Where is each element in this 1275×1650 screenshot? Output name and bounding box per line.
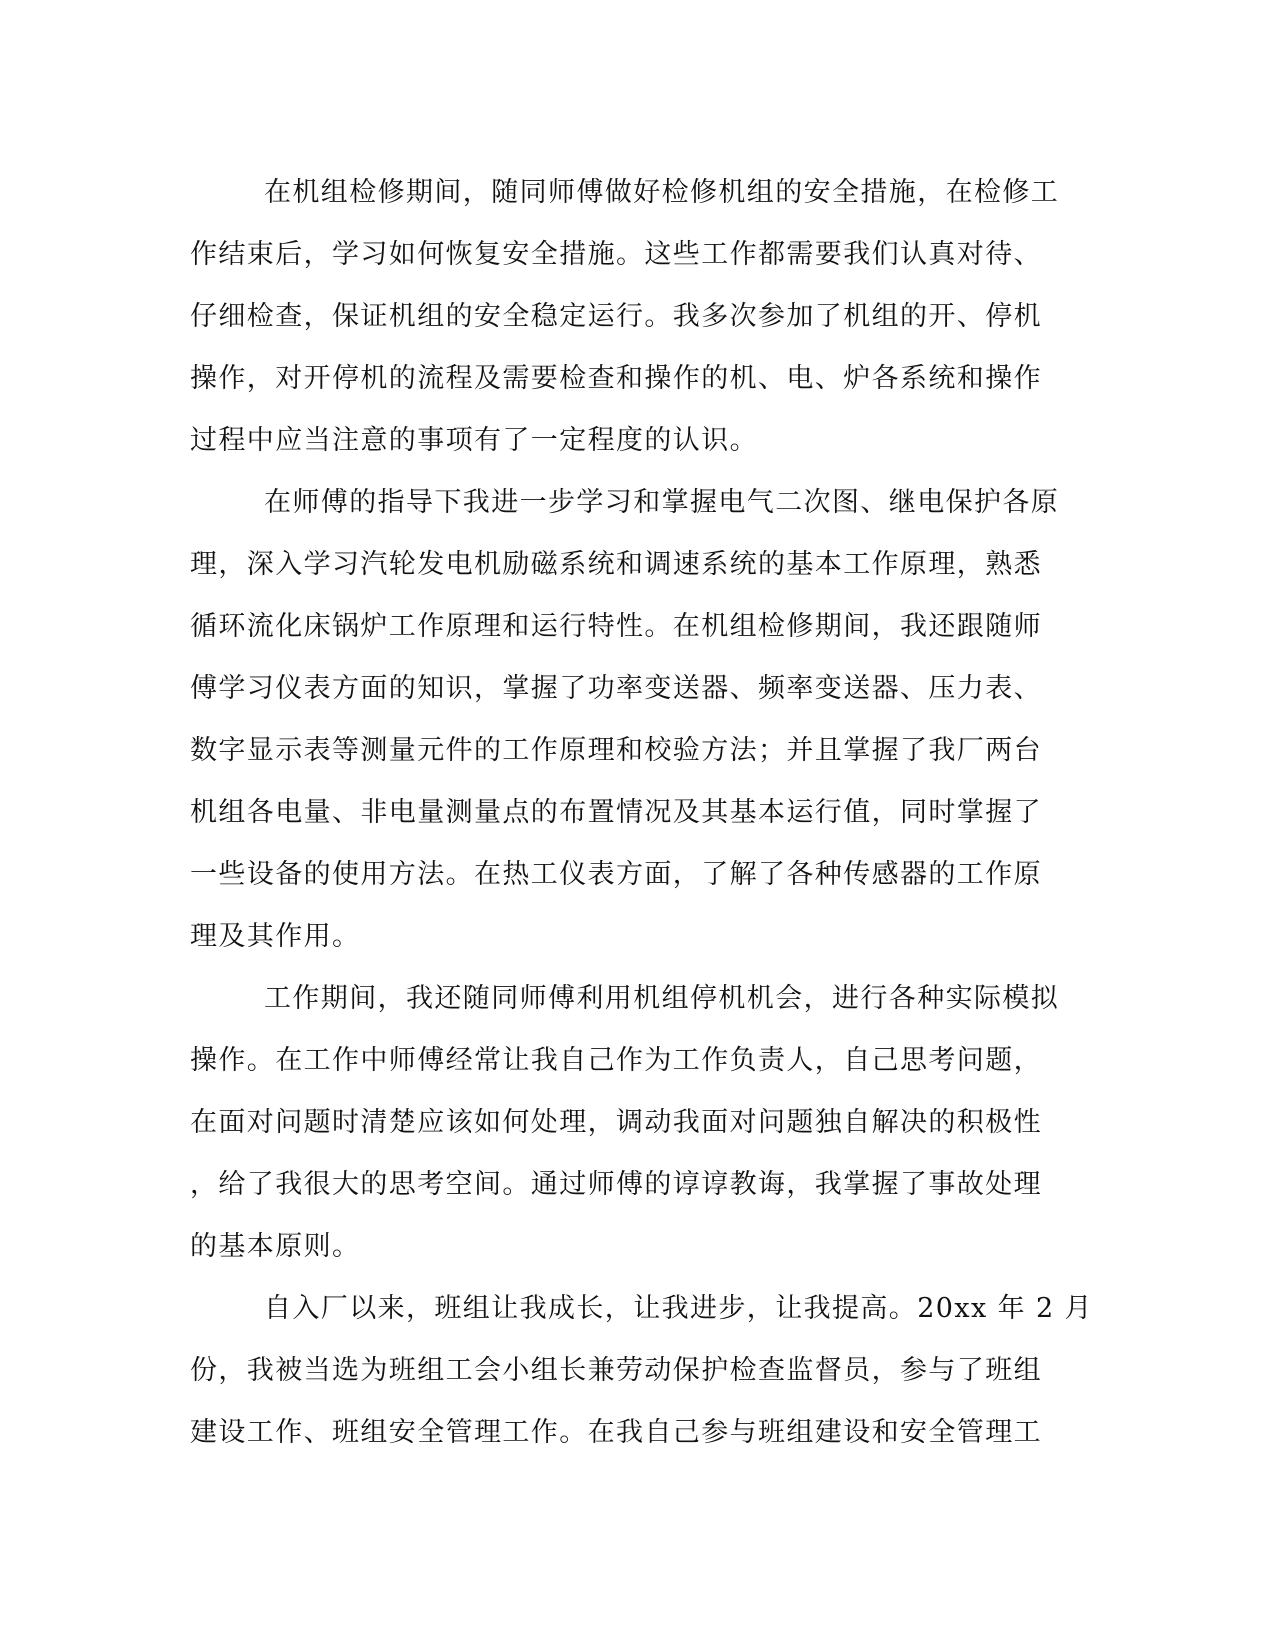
paragraph-4 <box>190 1278 1093 1464</box>
text-line: 数字显示表等测量元件的工作原理和校验方法；并且掌握了我厂两台 <box>190 735 1042 766</box>
paragraph-1 <box>190 162 1070 472</box>
text-line: 建设工作、班组安全管理工作。在我自己参与班组建设和安全管理工 <box>190 1417 1042 1448</box>
text-line: 工作期间，我还随同师傅利用机组停机机会，进行各种实际模拟 <box>264 983 1060 1014</box>
text-line: 自入厂以来，班组让我成长，让我进步，让我提高。20xx 年 2 月 <box>264 1293 1093 1324</box>
text-line: 傅学习仪表方面的知识，掌握了功率变送器、频率变送器、压力表、 <box>190 673 1042 704</box>
text-line: 作结束后，学习如何恢复安全措施。这些工作都需要我们认真对待、 <box>190 239 1042 270</box>
text-line: 仔细检查，保证机组的安全稳定运行。我多次参加了机组的开、停机 <box>190 301 1042 332</box>
paragraph-3 <box>190 968 1070 1278</box>
text-line: ，给了我很大的思考空间。通过师傅的谆谆教诲，我掌握了事故处理 <box>190 1169 1042 1200</box>
text-line: 过程中应当注意的事项有了一定程度的认识。 <box>190 425 758 456</box>
paragraph-2 <box>190 472 1070 968</box>
text-line: 机组各电量、非电量测量点的布置情况及其基本运行值，同时掌握了 <box>190 797 1042 828</box>
text-line: 的基本原则。 <box>190 1231 361 1262</box>
text-line: 在机组检修期间，随同师傅做好检修机组的安全措施，在检修工 <box>264 177 1060 208</box>
text-line: 在面对问题时清楚应该如何处理，调动我面对问题独自解决的积极性 <box>190 1107 1042 1138</box>
text-line: 理，深入学习汽轮发电机励磁系统和调速系统的基本工作原理，熟悉 <box>190 549 1042 580</box>
text-line: 操作，对开停机的流程及需要检查和操作的机、电、炉各系统和操作 <box>190 363 1042 394</box>
document-body <box>190 162 1093 1464</box>
text-line: 操作。在工作中师傅经常让我自己作为工作负责人，自己思考问题， <box>190 1045 1042 1076</box>
text-line: 循环流化床锅炉工作原理和运行特性。在机组检修期间，我还跟随师 <box>190 611 1042 642</box>
text-line: 在师傅的指导下我进一步学习和掌握电气二次图、继电保护各原 <box>264 487 1060 518</box>
text-line: 一些设备的使用方法。在热工仪表方面，了解了各种传感器的工作原 <box>190 859 1042 890</box>
text-line: 份，我被当选为班组工会小组长兼劳动保护检查监督员，参与了班组 <box>190 1355 1042 1386</box>
text-line: 理及其作用。 <box>190 921 361 952</box>
